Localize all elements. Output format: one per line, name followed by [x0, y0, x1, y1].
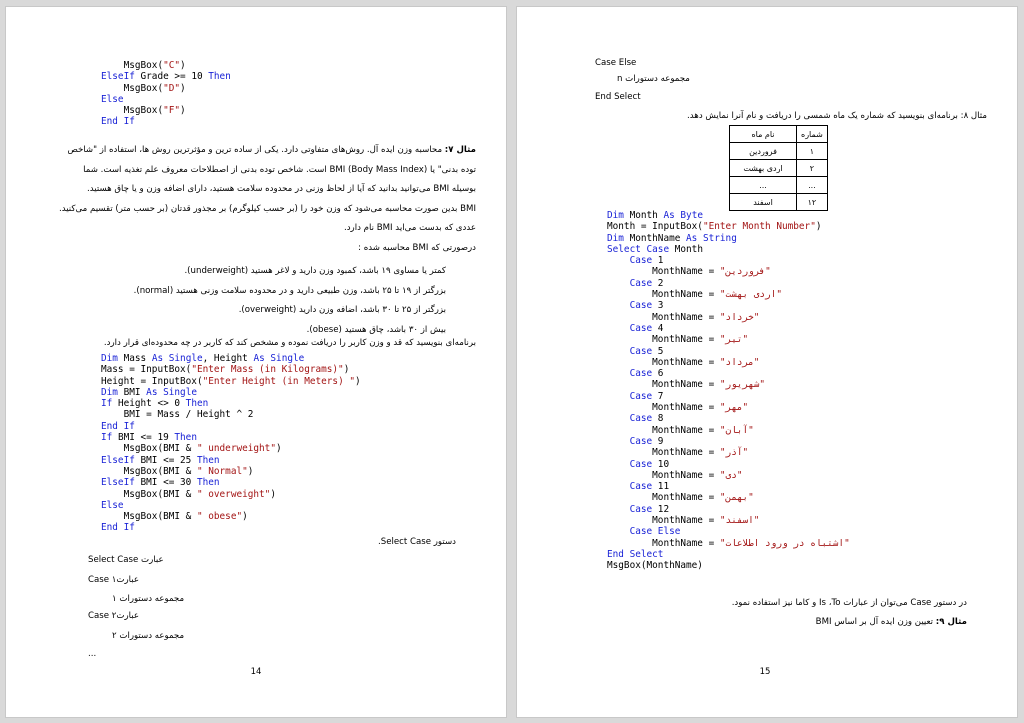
code-keyword: Single: [163, 386, 197, 398]
code-keyword: Then: [196, 477, 220, 489]
code-string: "بهمن": [719, 492, 754, 504]
code-line: [607, 538, 850, 549]
code-text: [607, 368, 630, 379]
table-header-number: شماره: [797, 126, 828, 143]
syntax-group-1: مجموعه دستورات ۱: [112, 594, 185, 604]
code-text: [607, 481, 630, 492]
code-keyword: Else: [101, 499, 124, 511]
code-text: [607, 413, 630, 424]
code-text: 11: [652, 481, 670, 493]
code-text: [607, 436, 630, 447]
code-string: "Enter Month Number": [702, 221, 816, 233]
table-row: [730, 160, 828, 177]
code-string: "آذر": [719, 447, 749, 459]
code-line: [101, 421, 361, 432]
code-text: Month: [669, 243, 703, 255]
code-keyword: As: [253, 353, 265, 364]
code-text: 3: [652, 300, 664, 312]
code-text: MonthName: [623, 232, 687, 244]
code-line: [101, 353, 361, 364]
table-cell: اردی بهشت: [730, 160, 797, 177]
table-cell: اسفند: [730, 194, 797, 211]
case-note: در دستور Case می‌توان از عبارات Is ،To و کاما نیز استفاده نمود.: [731, 598, 967, 608]
code-line: [607, 357, 850, 368]
syntax-group-2: مجموعه دستورات ۲: [112, 631, 185, 641]
code-text: 7: [652, 390, 664, 402]
code-text: MonthName =: [607, 515, 720, 527]
code-string: "فروردین": [719, 266, 771, 278]
code-line: [101, 489, 361, 500]
code-keyword: Case: [629, 368, 653, 380]
code-keyword: ElseIf: [101, 477, 135, 489]
example-9-text: مثال ۹: تعیین وزن ایده آل بر اساس BMI: [815, 617, 967, 627]
syntax-case-2: Case عبارت۲: [88, 611, 139, 621]
code-string: "Enter Height (in Meters) ": [202, 375, 356, 387]
code-keyword: End Select: [607, 548, 664, 560]
code-line: [607, 244, 850, 255]
code-line: [607, 436, 850, 447]
code-text: [607, 459, 630, 470]
code-text: MsgBox(: [101, 105, 164, 117]
code-text: Month = InputBox(: [607, 221, 703, 233]
bmi-range-item: بیش از ۳۰ باشد، چاق هستید (obese).: [306, 324, 446, 335]
code-text: [607, 278, 630, 289]
code-text: ): [180, 60, 186, 71]
code-text: MonthName =: [607, 447, 720, 459]
code-keyword: As: [663, 210, 675, 221]
code-string: " underweight": [196, 443, 276, 455]
code-text: , Height: [202, 353, 254, 364]
code-keyword: Single: [168, 353, 203, 364]
example-7-line: عددی که بدست می‌اید BMI نام دارد.: [344, 223, 476, 233]
table-row: [730, 177, 828, 194]
code-keyword: Case: [629, 503, 653, 515]
code-string: "اسفند": [719, 515, 760, 527]
code-text: ): [343, 364, 350, 376]
code-line: [101, 432, 361, 443]
code-keyword: Single: [270, 353, 305, 364]
code-line: [101, 500, 361, 511]
code-keyword: Case Else: [629, 526, 681, 538]
example-7-line: BMI بدین صورت محاسبه می‌شود که وزن خود را (بر حسب کیلوگرم) بر مجذور قدتان (بر حسب متر) تقسیم می‌کنید.: [58, 203, 476, 214]
code-text: BMI <= 25: [134, 454, 197, 466]
code-text: MonthName =: [607, 402, 720, 414]
bmi-range-item: بزرگتر از ۱۹ تا ۲۵ باشد، وزن طبیعی دارید و در محدوده سلامت وزنی هستید (normal).: [133, 285, 446, 296]
table-cell: ...: [797, 177, 828, 194]
code-text: [607, 300, 630, 311]
code-text: MonthName =: [607, 266, 720, 278]
code-keyword: Case: [629, 390, 653, 402]
code-text: Mass = InputBox(: [101, 364, 192, 376]
page-14: [5, 6, 507, 718]
code-text: MsgBox(MonthName): [607, 560, 703, 572]
code-line: [607, 560, 850, 571]
code-keyword: Select Case: [607, 243, 670, 255]
code-text: MonthName =: [607, 537, 720, 549]
code-line: [101, 71, 231, 82]
code-text: ): [242, 511, 248, 523]
code-line: [607, 300, 850, 311]
code-keyword: Case: [629, 255, 653, 267]
example-9-title: مثال ۹:: [935, 617, 967, 627]
code-line: [607, 233, 850, 244]
code-keyword: ElseIf: [101, 454, 135, 466]
code-string: "دی": [719, 469, 743, 481]
code-keyword: Else: [101, 93, 124, 105]
code-text: MsgBox(: [101, 60, 164, 71]
syntax-case-else: Case Else: [595, 58, 637, 68]
code-text: [607, 346, 630, 357]
page-15: [516, 6, 1018, 718]
code-line: [607, 504, 850, 515]
code-text: 12: [652, 503, 670, 515]
code-string: "F": [163, 105, 181, 117]
code-line: [607, 334, 850, 345]
code-block-month: [607, 210, 850, 572]
code-line: [101, 409, 361, 420]
code-text: 1: [652, 255, 664, 267]
code-string: "آبان": [719, 424, 754, 436]
code-text: BMI = Mass / Height ^ 2: [101, 409, 254, 421]
code-text: MonthName =: [607, 334, 720, 346]
code-line: [101, 477, 361, 488]
code-line: [607, 289, 850, 300]
code-block-bmi: [101, 353, 361, 534]
code-string: "D": [163, 82, 181, 94]
code-line: [607, 413, 850, 424]
code-keyword: Case: [629, 345, 653, 357]
code-text: 5: [652, 345, 664, 357]
code-keyword: Case: [629, 435, 653, 447]
code-keyword: String: [702, 232, 737, 244]
code-string: "اردی بهشت": [719, 289, 783, 301]
code-block-grade: [101, 60, 231, 128]
table-header-row: [730, 126, 828, 143]
code-line: [101, 387, 361, 398]
code-string: "C": [163, 60, 181, 71]
code-text: BMI: [117, 386, 147, 398]
syntax-ellipsis: ...: [88, 649, 97, 659]
code-text: MonthName =: [607, 311, 720, 323]
code-text: Height <> 0: [112, 398, 186, 410]
code-text: MonthName =: [607, 469, 720, 481]
code-text: [607, 526, 630, 537]
code-keyword: If: [101, 432, 113, 444]
code-keyword: End If: [101, 522, 135, 534]
example-7-paragraph: [36, 141, 476, 239]
code-text: MsgBox(BMI &: [101, 488, 197, 500]
table-cell: ۲: [797, 160, 828, 177]
code-keyword: As: [686, 232, 698, 244]
code-keyword: Case: [629, 413, 653, 425]
table-cell: ۱۲: [797, 194, 828, 211]
table-cell: فروردین: [730, 143, 797, 160]
code-text: [607, 504, 630, 515]
code-keyword: ElseIf: [101, 71, 135, 83]
code-line: [101, 398, 361, 409]
code-text: 6: [652, 368, 664, 380]
code-text: ): [275, 443, 282, 455]
code-text: Height = InputBox(: [101, 375, 203, 387]
code-line: [607, 481, 850, 492]
bmi-range-list: [36, 262, 446, 340]
code-line: [607, 368, 850, 379]
code-line: [101, 105, 231, 116]
table-header-month-name: نام ماه: [730, 126, 797, 143]
code-string: "اشتباه در ورود اطلاعات": [719, 537, 850, 549]
code-text: MonthName =: [607, 492, 720, 504]
code-line: [101, 60, 231, 71]
code-text: 4: [652, 322, 664, 334]
code-string: "مرداد": [719, 356, 760, 368]
code-keyword: Then: [174, 432, 197, 444]
code-text: MsgBox(BMI &: [101, 443, 197, 455]
code-text: ): [180, 105, 186, 117]
code-text: 2: [652, 277, 664, 289]
code-line: [607, 470, 850, 481]
code-line: [101, 522, 361, 533]
code-keyword: Case: [629, 322, 653, 334]
syntax-end-select: End Select: [595, 92, 641, 102]
code-keyword: Byte: [680, 210, 703, 221]
code-line: [101, 116, 231, 127]
code-string: "مهر": [719, 402, 749, 414]
code-keyword: Dim: [607, 232, 624, 244]
code-keyword: Then: [196, 454, 220, 466]
code-line: [101, 443, 361, 454]
code-text: BMI <= 30: [134, 477, 197, 489]
code-string: "Enter Mass (in Kilograms)": [191, 364, 344, 376]
code-text: [607, 391, 630, 402]
code-keyword: End If: [101, 116, 135, 128]
code-text: MonthName =: [607, 289, 720, 301]
code-keyword: If: [101, 398, 113, 410]
code-line: [607, 526, 850, 537]
code-text: MonthName =: [607, 356, 720, 368]
code-line: [607, 346, 850, 357]
code-string: " overweight": [196, 488, 271, 500]
code-line: [607, 425, 850, 436]
code-keyword: Case: [629, 277, 653, 289]
code-text: ): [355, 375, 361, 387]
code-text: MsgBox(BMI &: [101, 465, 197, 477]
code-line: [607, 379, 850, 390]
code-line: [607, 549, 850, 560]
syntax-case-1: Case عبارت۱: [88, 575, 139, 585]
bmi-task: برنامه‌ای بنویسید که قد و وزن کاربر را دریافت نموده و مشخص کند که کاربر در چه محدوده‌ای قرار دارد.: [103, 338, 476, 348]
code-keyword: Case: [629, 458, 653, 470]
code-line: [101, 511, 361, 522]
code-line: [607, 278, 850, 289]
table-cell: ...: [730, 177, 797, 194]
code-line: [101, 364, 361, 375]
code-text: 10: [652, 458, 670, 470]
code-string: " obese": [196, 511, 243, 523]
code-text: ): [270, 488, 276, 500]
code-line: [607, 515, 850, 526]
bmi-range-item: کمتر یا مساوی ۱۹ باشد، کمبود وزن دارید و لاغر هستید (underweight).: [184, 266, 446, 276]
code-string: "شهریور": [719, 379, 766, 391]
code-text: BMI <= 19: [112, 432, 175, 444]
code-keyword: Case: [629, 300, 653, 312]
code-text: ): [180, 82, 186, 94]
code-line: [101, 466, 361, 477]
code-keyword: Then: [208, 71, 231, 83]
page-number: 15: [759, 667, 771, 677]
code-line: [607, 447, 850, 458]
code-keyword: Dim: [101, 386, 118, 398]
code-keyword: Dim: [607, 210, 624, 221]
month-table: [729, 125, 828, 211]
example-8-text: مثال ۸: برنامه‌ای بنویسید که شماره یک ماه شمسی را دریافت و نام آنرا نمایش دهد.: [687, 111, 987, 121]
code-keyword: Case: [629, 481, 653, 493]
code-line: [607, 266, 850, 277]
code-keyword: As: [146, 386, 158, 398]
select-case-heading: دستور Select Case.: [378, 537, 456, 547]
code-text: MonthName =: [607, 379, 720, 391]
code-keyword: Then: [185, 398, 209, 410]
code-line: [607, 391, 850, 402]
example-7-line: توده بدنی" یا BMI (Body Mass Index) است. شاخص توده بدنی از اصطلاحات معروف علم تغذیه است. شما: [83, 164, 476, 175]
code-keyword: End If: [101, 420, 135, 432]
code-line: [607, 459, 850, 470]
code-text: [607, 323, 630, 334]
example-7-line: بوسیله BMI می‌توانید بدانید که آیا از لحاظ وزنی در محدوده سلامت هستید، دارای اضافه وزن و یا چاق هستید.: [87, 184, 476, 194]
code-keyword: As: [151, 353, 164, 364]
code-text: MsgBox(: [101, 82, 164, 94]
code-line: [101, 94, 231, 105]
code-keyword: Dim: [101, 353, 118, 364]
code-line: [607, 210, 850, 221]
code-line: [101, 376, 361, 387]
code-text: MonthName =: [607, 424, 720, 436]
code-text: 8: [652, 413, 664, 425]
bmi-intro: درصورتی که BMI محاسبه شده :: [358, 243, 476, 253]
code-text: Grade >= 10: [134, 71, 209, 83]
code-text: Month: [623, 210, 664, 221]
code-text: ): [247, 465, 254, 477]
code-text: Mass: [117, 353, 152, 364]
code-text: 9: [652, 435, 664, 447]
syntax-group-n: مجموعه دستورات n: [617, 74, 690, 84]
table-row: [730, 143, 828, 160]
code-line: [607, 255, 850, 266]
code-string: "خرداد": [719, 311, 760, 323]
code-line: [101, 83, 231, 94]
table-row: [730, 194, 828, 211]
code-line: [607, 402, 850, 413]
code-line: [607, 323, 850, 334]
code-line: [607, 312, 850, 323]
table-cell: ۱: [797, 143, 828, 160]
example-7-title: مثال ۷:: [444, 145, 476, 155]
bmi-range-item: بزرگتر از ۲۵ تا ۳۰ باشد، اضافه وزن دارید (overweight).: [238, 305, 446, 315]
code-string: " Normal": [196, 465, 248, 477]
code-text: ): [815, 221, 822, 233]
syntax-select-case: Select Case عبارت: [88, 555, 164, 565]
code-text: MsgBox(BMI &: [101, 511, 197, 523]
code-string: "تیر": [719, 334, 749, 346]
code-line: [101, 455, 361, 466]
code-line: [607, 492, 850, 503]
code-line: [607, 221, 850, 232]
page-number: 14: [250, 667, 262, 677]
example-7-line: مثال ۷: محاسبه وزن ایده آل. روش‌های متفاوتی دارد. یکی از ساده ترین و مؤثرترین روش ها، استفاده از "شاخص: [67, 145, 476, 155]
code-text: [607, 255, 630, 266]
